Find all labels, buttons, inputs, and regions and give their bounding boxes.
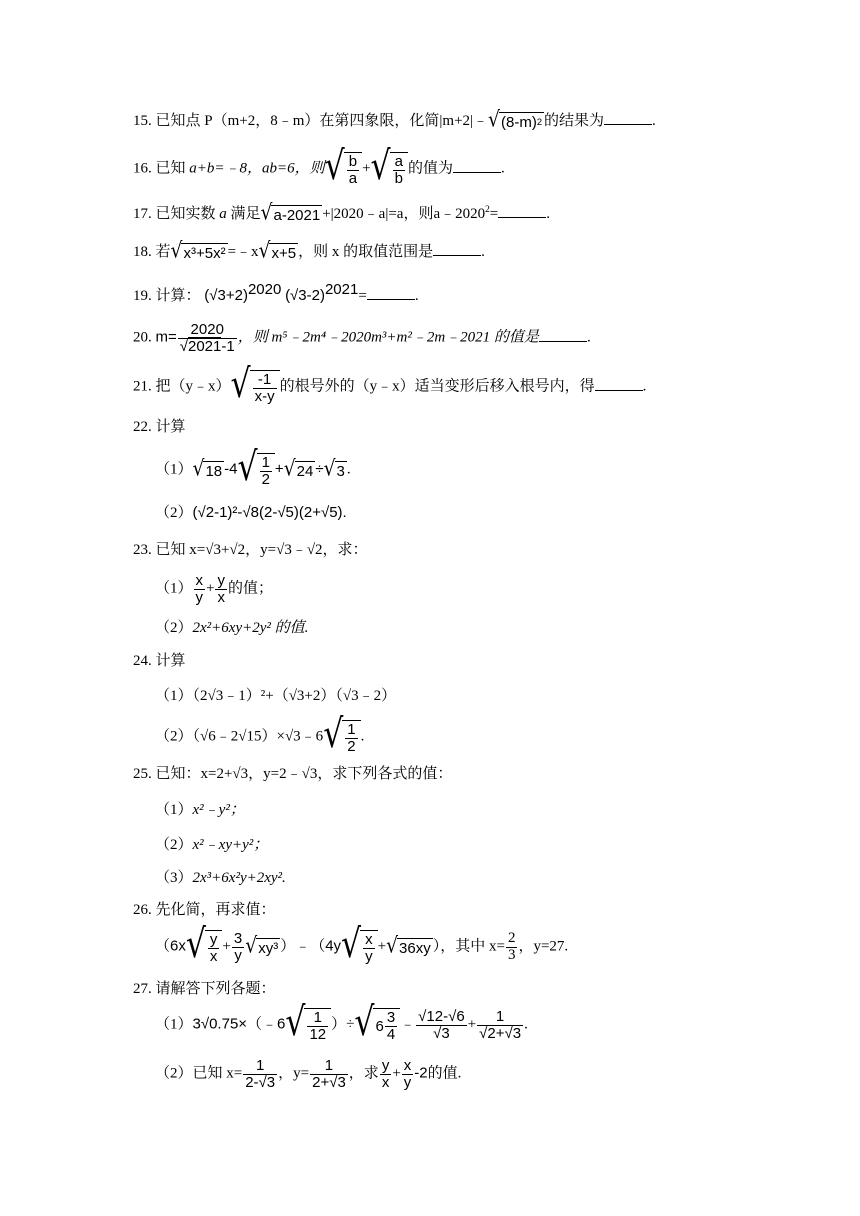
problem-number: 16. xyxy=(133,160,152,177)
punctuation: . xyxy=(360,728,365,745)
denominator: 2 xyxy=(347,737,356,755)
problem-text: 若 xyxy=(155,243,171,260)
problem-24 xyxy=(133,654,186,669)
radical: √ a-2021 xyxy=(260,201,321,226)
problem-27 xyxy=(133,982,276,997)
math-expression: x²﹣xy+y²； xyxy=(192,837,269,853)
radical: √ $\frac{x}{y}$ xyxy=(341,930,378,965)
operator: -4 xyxy=(224,460,238,478)
problem-17: 17. 已知实数 a 满足 √ a-2021 +|2020﹣a|=a，则$a﹣2020^2=$ . xyxy=(133,201,550,226)
operator: + xyxy=(467,1016,477,1033)
answer-blank xyxy=(453,171,501,173)
numerator: b xyxy=(348,153,358,170)
radicand: 24 xyxy=(296,462,314,480)
math-expression: (√3-2) xyxy=(285,287,325,304)
problem-26 xyxy=(133,903,276,918)
math-expression: -2 xyxy=(414,1064,428,1082)
denominator: x xyxy=(217,588,225,606)
part-label: （2） xyxy=(155,505,193,521)
problem-text: 的值； xyxy=(227,580,273,597)
problem-text: 的结果为 xyxy=(544,112,605,129)
denominator: √3 xyxy=(433,1024,450,1042)
problem-number: 22. xyxy=(133,419,152,435)
problem-title: 计算 xyxy=(155,419,186,435)
problem-25-part-3 xyxy=(155,871,286,886)
operator: + xyxy=(206,580,215,597)
radicand: 36xy xyxy=(399,939,431,957)
math-expression: m= xyxy=(155,328,177,346)
problem-text: 计算： xyxy=(155,288,201,304)
denominator: 4 xyxy=(386,1025,396,1043)
numerator: 2 xyxy=(507,930,516,946)
numerator: 1 xyxy=(310,1058,348,1075)
radical: √ $\frac{-1}{x-y}$ xyxy=(231,370,280,405)
problem-text: ，则 m⁵﹣2m⁴﹣2020m³+m²﹣2m﹣2021 的值是 xyxy=(237,329,539,346)
numerator: 1 xyxy=(347,721,356,738)
numerator: -1 xyxy=(253,372,277,389)
whole-number: 6 xyxy=(375,1017,384,1035)
problem-24-part-2 xyxy=(155,711,365,757)
part-label: （1） xyxy=(155,1016,193,1033)
math-expression: 3√0.75×（﹣6 xyxy=(192,1015,286,1033)
punctuation: . xyxy=(346,461,351,478)
numerator: x xyxy=(195,572,204,589)
operator: + xyxy=(392,1065,401,1082)
problem-text: 已知 x=√3+√2，y=√3﹣√2，求： xyxy=(155,542,368,558)
problem-20: 20. m= $\frac{2020}{√2021-1}$ ，则 m⁵﹣2m⁴﹣2020m³+m²﹣2m﹣2021 的值是 . xyxy=(133,321,591,355)
problem-text: 把（y﹣x） xyxy=(155,378,231,395)
problem-23-part-2 xyxy=(155,621,308,636)
problem-number: 15. xyxy=(133,112,152,129)
problem-text: 已知：x=2+√3，y=2﹣√3，求下列各式的值： xyxy=(155,766,453,782)
denominator: 2 xyxy=(261,470,270,488)
denominator: 12 xyxy=(309,1025,327,1043)
problem-number: 23. xyxy=(133,542,152,558)
denominator: x-y xyxy=(254,387,275,405)
problem-21: 21. 把（y﹣x） √ $\frac{-1}{x-y}$ 的根号外的（y﹣x）适当变形后移入根号内，得 . xyxy=(133,361,647,407)
problem-25-part-2 xyxy=(155,838,268,853)
problem-text: P（m+2，8﹣m）在第四象限，化简|m+2|﹣ xyxy=(204,112,489,129)
problem-text: 已知实数 xyxy=(155,205,216,222)
denominator: 2+√3 xyxy=(312,1073,346,1091)
problem-text: 的值为 xyxy=(407,160,453,177)
radical: √ $\frac{a}{b}$ xyxy=(371,152,408,187)
radicand: 3 xyxy=(336,462,345,480)
answer-blank xyxy=(604,123,652,125)
problem-title: 请解答下列各题： xyxy=(155,981,276,997)
problem-number: 19. xyxy=(133,288,152,304)
problem-16: 16. 已知 a+b=﹣8，ab=6，则 √ $\frac{b}{a}$ + √ $\frac{a}{b}$ 的值为 . xyxy=(133,143,505,189)
fraction xyxy=(178,322,237,355)
math-expression: （√6﹣2√15）×√3﹣6 xyxy=(192,728,324,745)
radical: √ $\frac{1}{2}$ xyxy=(323,720,360,755)
part-label: （1） xyxy=(155,461,193,478)
numerator: 3 xyxy=(233,930,243,947)
operator: ﹣ xyxy=(400,1016,416,1033)
operator: + xyxy=(377,938,387,955)
problem-text: +|2020﹣a|=a，则a﹣2020 xyxy=(322,205,486,222)
answer-blank xyxy=(433,254,481,256)
problem-23-part-1 xyxy=(155,573,273,606)
radical: √ x³+5x² xyxy=(170,239,226,264)
problem-24-part-1 xyxy=(155,689,396,704)
part-label: （2） xyxy=(155,728,193,745)
denominator: y xyxy=(403,1073,412,1091)
problem-title: 计算 xyxy=(155,653,186,669)
denominator: 3 xyxy=(507,946,516,963)
variable: a xyxy=(219,205,227,222)
operator: + xyxy=(222,938,231,955)
denominator: a xyxy=(348,169,358,187)
part-label: （1） xyxy=(155,688,193,704)
numerator: x xyxy=(365,931,373,948)
denominator: 2-√3 xyxy=(245,1073,276,1091)
part-label: （2） xyxy=(155,837,193,853)
math-expression: 2x²+6xy+2y² 的值. xyxy=(192,620,309,636)
math-expression: x²﹣y²； xyxy=(192,802,245,818)
denominator: b xyxy=(394,169,403,187)
radical: √ x+5 xyxy=(258,239,297,264)
problem-text: ，y=27. xyxy=(518,938,569,955)
part-label: （3） xyxy=(155,870,193,886)
problem-18: 18. 若 √ x³+5x² =﹣x √ x+5 ，则 x 的取值范围是 . xyxy=(133,239,485,264)
answer-blank xyxy=(539,340,587,342)
problem-text: 已知 xyxy=(155,160,186,177)
problem-text: 的根号外的（y﹣x）适当变形后移入根号内，得 xyxy=(279,378,595,395)
numerator: 1 xyxy=(261,454,270,471)
problem-text: 满足 xyxy=(230,205,261,222)
numerator: 1 xyxy=(477,1009,523,1026)
denominator: x xyxy=(381,1073,390,1091)
exponent: 2 xyxy=(485,204,490,215)
problem-25-part-1 xyxy=(155,803,245,818)
problem-text: = xyxy=(489,205,499,222)
denominator: y xyxy=(234,946,242,964)
problem-text: 的值. xyxy=(427,1065,462,1082)
problem-number: 18. xyxy=(133,243,152,260)
radicand: x³+5x² xyxy=(183,244,226,262)
problem-title: 先化简，再求值： xyxy=(155,902,276,918)
exponent: 2020 xyxy=(247,281,282,298)
problem-27-part-1 xyxy=(155,999,528,1045)
radicand: 18 xyxy=(205,462,223,480)
numerator: y xyxy=(209,931,218,948)
numerator: y xyxy=(217,572,225,589)
math-expression: (√2-1)²-√8(2-√5)(2+√5). xyxy=(192,504,347,521)
radical: √ $\frac{1}{2}$ xyxy=(238,453,275,488)
problem-26-expression: （6x √ $\frac{y}{x}$ + $\frac{3}{y}$ √ xy³ ）﹣（4y √ $\frac{x}{y}$ + √ 36xy ），其中 x= $\frac{2}{3}$ ，y=27. xyxy=(155,921,569,967)
punctuation: . xyxy=(524,1016,528,1033)
part-label: （1） xyxy=(155,802,193,818)
answer-blank xyxy=(498,216,546,218)
numerator: x xyxy=(403,1057,412,1074)
operator: ÷ xyxy=(315,460,324,478)
part-label: （2）已知 x= xyxy=(155,1065,243,1082)
numerator: 1 xyxy=(307,1010,328,1027)
math-expression: 2x³+6x²y+2xy². xyxy=(192,870,286,886)
math-expression: （2√3﹣1）²+（√3+2）（√3﹣2） xyxy=(192,688,397,704)
denominator: √2+√3 xyxy=(479,1024,522,1042)
problem-number: 17. xyxy=(133,205,152,222)
problem-text: 已知点 xyxy=(155,112,201,129)
operator: + xyxy=(362,160,371,177)
problem-text: ），其中 x= xyxy=(432,938,505,955)
radical: √ $\frac{1}{12}$ xyxy=(285,1008,331,1043)
numerator: 1 xyxy=(243,1058,277,1075)
numerator: 2020 xyxy=(178,322,237,339)
problem-number: 26. xyxy=(133,902,152,918)
denominator: x xyxy=(209,947,218,965)
denominator: y xyxy=(365,947,373,965)
exponent: 2021 xyxy=(324,281,359,298)
radicand: a-2021 xyxy=(273,206,321,224)
problem-19: 19. 计算： $(√3+2)^{2020}$ $(√3-2)^{2021}=$ . xyxy=(133,281,419,304)
problem-number: 21. xyxy=(133,378,152,395)
math-expression: ）﹣（4y xyxy=(280,937,342,955)
problem-22-part-2 xyxy=(155,505,347,521)
numerator: 3 xyxy=(386,1009,396,1026)
problem-text: ，则 x 的取值范围是 xyxy=(298,243,434,260)
radicand: xy³ xyxy=(258,939,279,957)
radical: √ 6 $\frac{3}{4}$ xyxy=(354,1008,400,1043)
math-expression: (√3+2) xyxy=(204,287,248,304)
problem-15: 15. 已知点 P（m+2，8﹣m）在第四象限，化简|m+2|﹣ √ (8-m) 2 的结果为 . xyxy=(133,108,656,133)
radicand: x+5 xyxy=(271,244,297,262)
problem-text: =﹣x xyxy=(227,243,259,260)
problem-22-part-1: （1） √ 18 -4 √ $\frac{1}{2}$ + √ 24 ÷ √ 3 . xyxy=(155,444,351,490)
numerator: y xyxy=(381,1057,390,1074)
answer-blank xyxy=(595,389,643,391)
math-expression: （6x xyxy=(155,937,186,955)
problem-23 xyxy=(133,543,368,558)
problem-text: ，y= xyxy=(278,1065,310,1082)
operator: ）÷ xyxy=(331,1016,355,1033)
part-label: （1） xyxy=(155,580,193,597)
denominator: √2021-1 xyxy=(179,337,235,355)
problem-25 xyxy=(133,767,452,782)
problem-number: 20. xyxy=(133,329,152,346)
problem-number: 24. xyxy=(133,653,152,669)
problem-number: 27. xyxy=(133,981,152,997)
radical: √ $\frac{b}{a}$ xyxy=(325,152,362,187)
numerator: √12-√6 xyxy=(418,1008,465,1025)
problem-number: 25. xyxy=(133,766,152,782)
numerator: a xyxy=(394,153,403,170)
problem-text: = xyxy=(358,288,367,304)
radical: √ (8-m) 2 xyxy=(488,108,542,133)
radicand: (8-m) xyxy=(501,113,537,131)
problem-22 xyxy=(133,420,186,435)
operator: + xyxy=(274,460,284,478)
answer-blank xyxy=(367,298,415,300)
part-label: （2） xyxy=(155,620,193,636)
problem-text: ，求 xyxy=(348,1065,379,1082)
problem-27-part-2 xyxy=(155,1058,461,1091)
problem-text: a+b=﹣8，ab=6，则 xyxy=(189,160,325,177)
radical: √ $\frac{y}{x}$ xyxy=(186,930,223,965)
denominator: y xyxy=(195,588,204,606)
